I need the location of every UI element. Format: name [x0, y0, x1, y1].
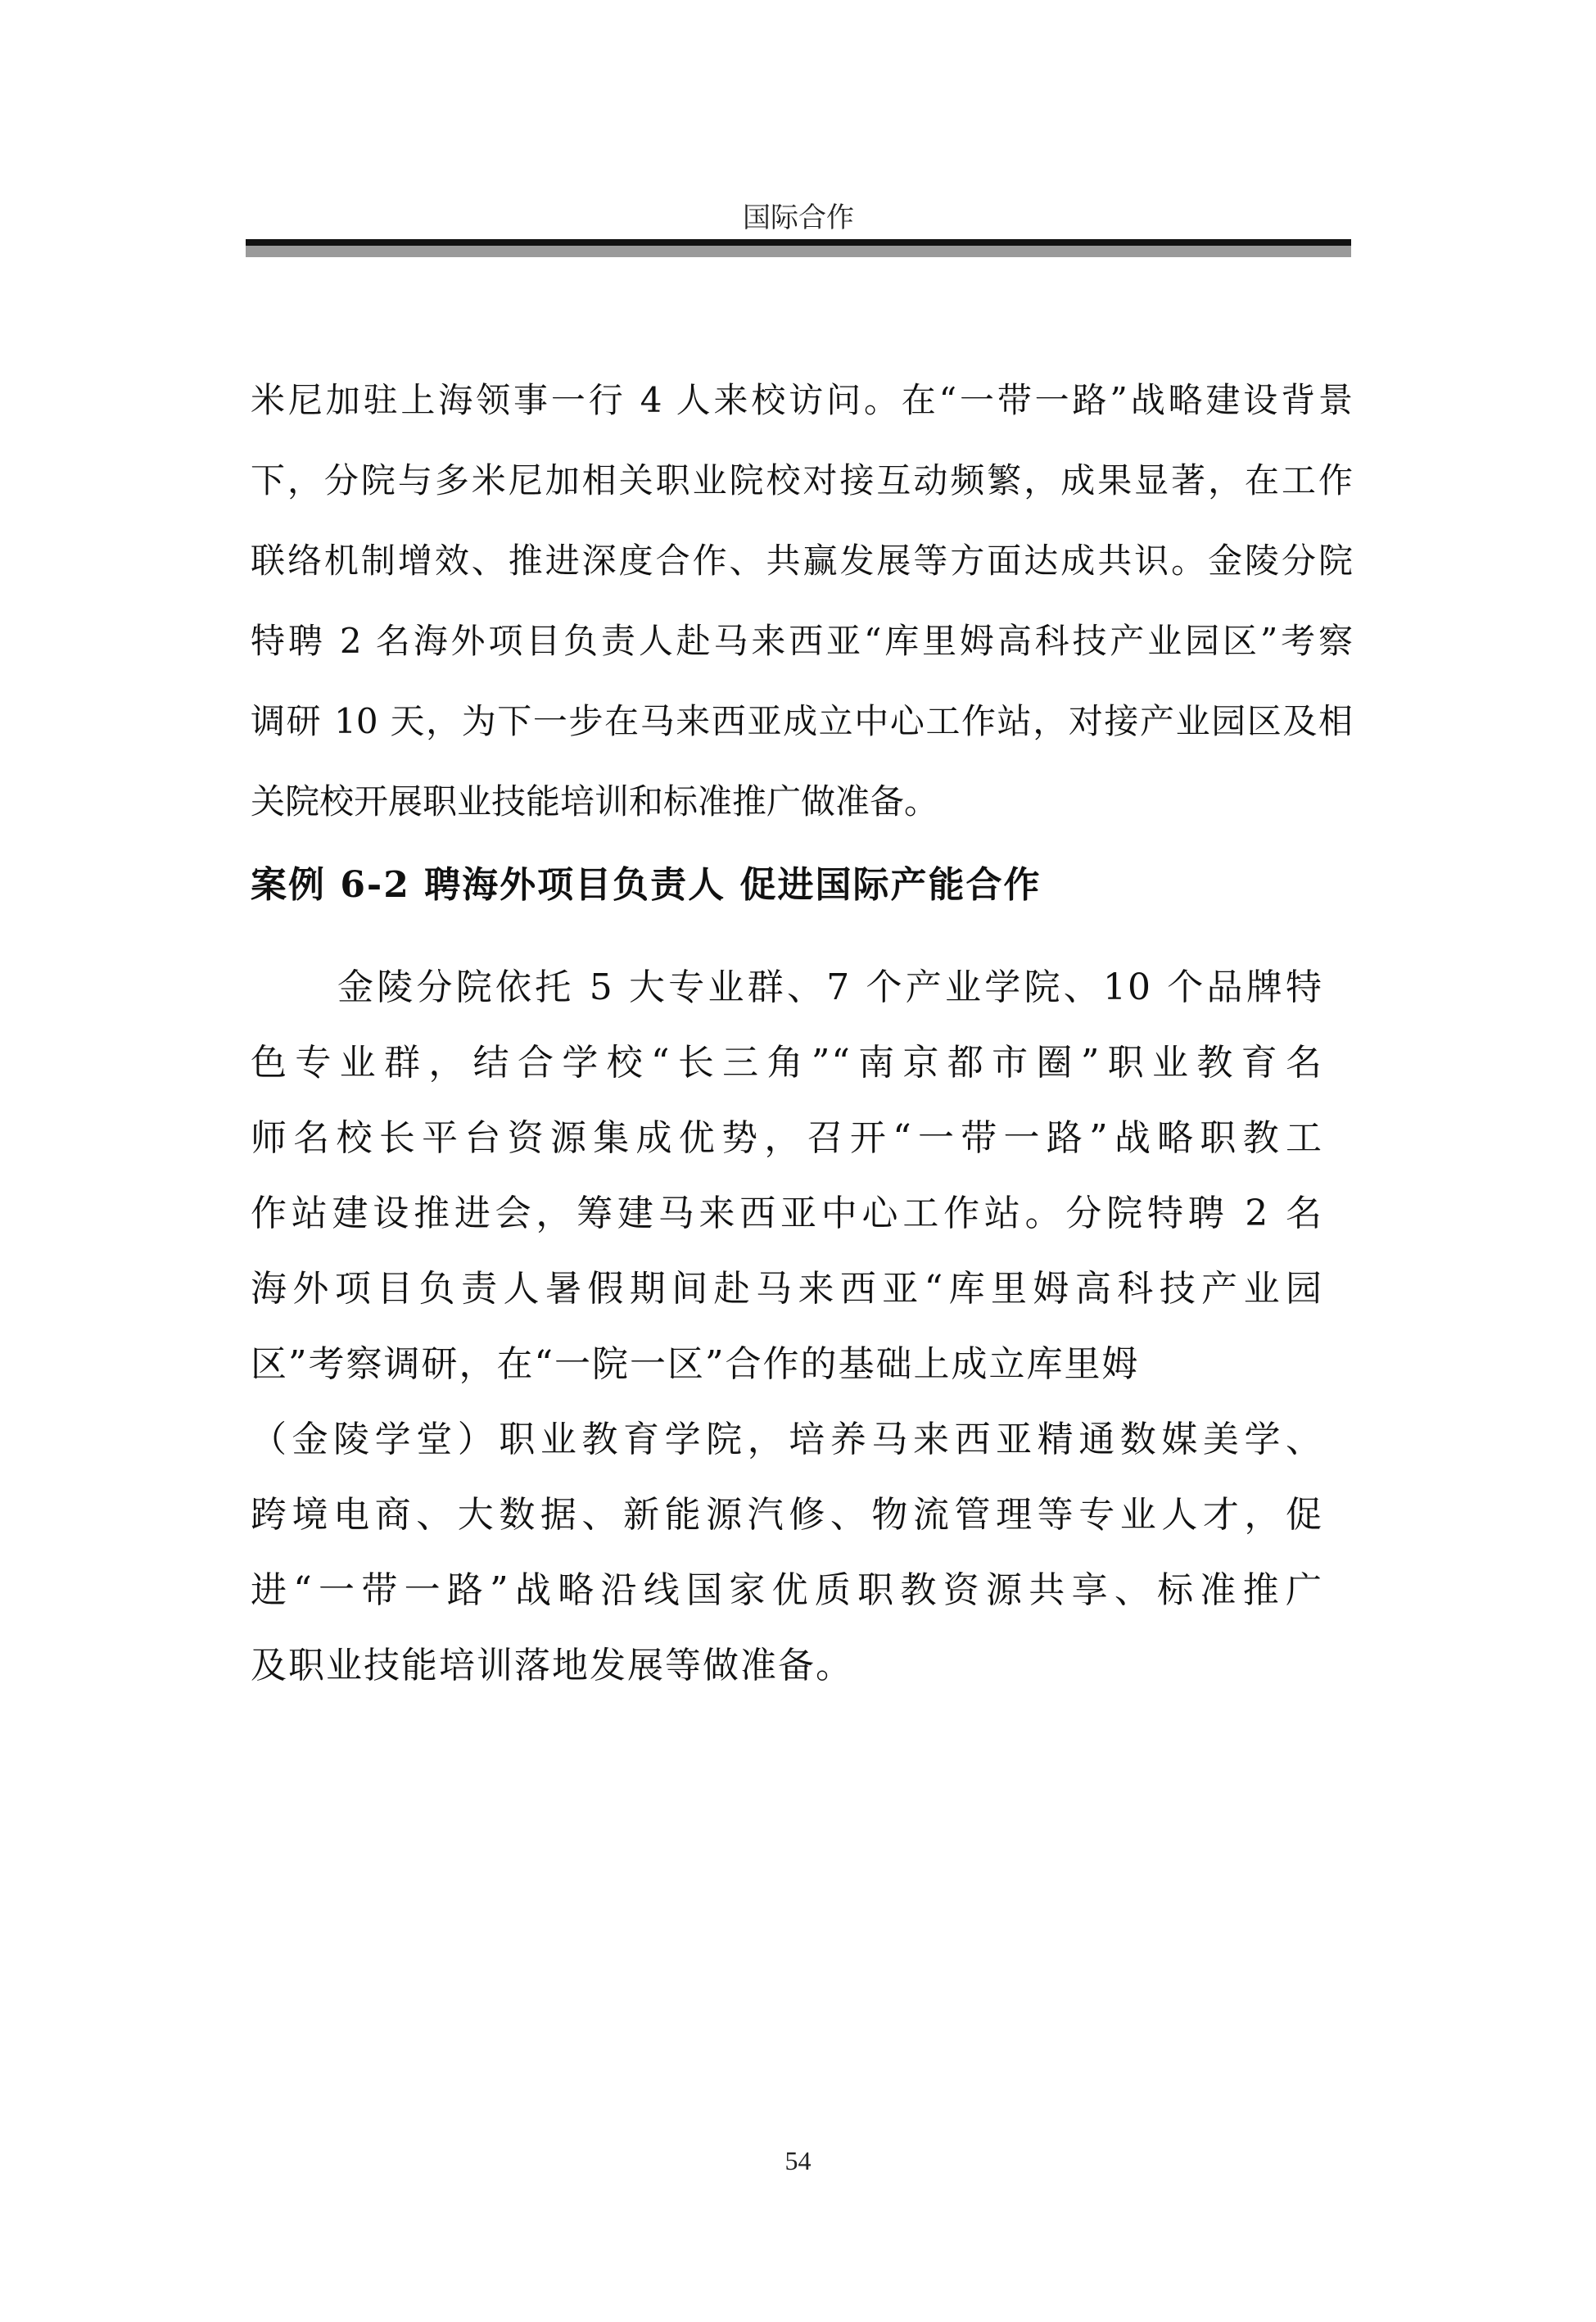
page-number: 54	[784, 2146, 812, 2175]
intro-line: 关院校开展职业技能培训和标准推广做准备。	[251, 781, 939, 822]
case-line: 及职业技能培训落地发展等做准备。	[251, 1645, 853, 1686]
intro-line: 调研 10 天，为下一步在马来西亚成立中心工作站，对接产业园区及相	[251, 701, 1353, 741]
case-line: 作站建设推进会，筹建马来西亚中心工作站。分院特聘 2 名	[251, 1193, 1323, 1234]
case-line: 海外项目负责人暑假期间赴马来西亚“库里姆高科技产业园	[251, 1268, 1323, 1310]
case-line: （金陵学堂）职业教育学院，培养马来西亚精通数媒美学、	[251, 1419, 1323, 1460]
case-heading: 案例 6-2 聘海外项目负责人 促进国际产能合作	[251, 864, 1042, 906]
intro-line: 联络机制增效、推进深度合作、共赢发展等方面达成共识。金陵分院	[251, 541, 1353, 581]
running-header: 国际合作	[743, 201, 854, 234]
intro-paragraph	[251, 360, 1353, 842]
header-rule-shadow	[246, 246, 1351, 257]
case-paragraph	[251, 950, 1323, 1704]
intro-line: 下，分院与多米尼加相关职业院校对接互动频繁，成果显著，在工作	[251, 460, 1353, 500]
case-line: 进“一带一路”战略沿线国家优质职教资源共享、标准推广	[251, 1569, 1323, 1611]
case-line: 金陵分院依托 5 大专业群、7 个产业学院、10 个品牌特	[337, 966, 1323, 1008]
case-line: 区”考察调研，在“一院一区”合作的基础上成立库里姆	[251, 1343, 1140, 1385]
case-line: 跨境电商、大数据、新能源汽修、物流管理等专业人才，促	[251, 1494, 1323, 1536]
header-rule	[246, 239, 1351, 246]
intro-line: 特聘 2 名海外项目负责人赴马来西亚“库里姆高科技产业园区”考察	[251, 621, 1353, 661]
case-line: 师名校长平台资源集成优势，召开“一带一路”战略职教工	[251, 1117, 1323, 1159]
case-line: 色专业群，结合学校“长三角”“南京都市圈”职业教育名	[251, 1042, 1323, 1084]
intro-line: 米尼加驻上海领事一行 4 人来校访问。在“一带一路”战略建设背景	[251, 380, 1353, 420]
